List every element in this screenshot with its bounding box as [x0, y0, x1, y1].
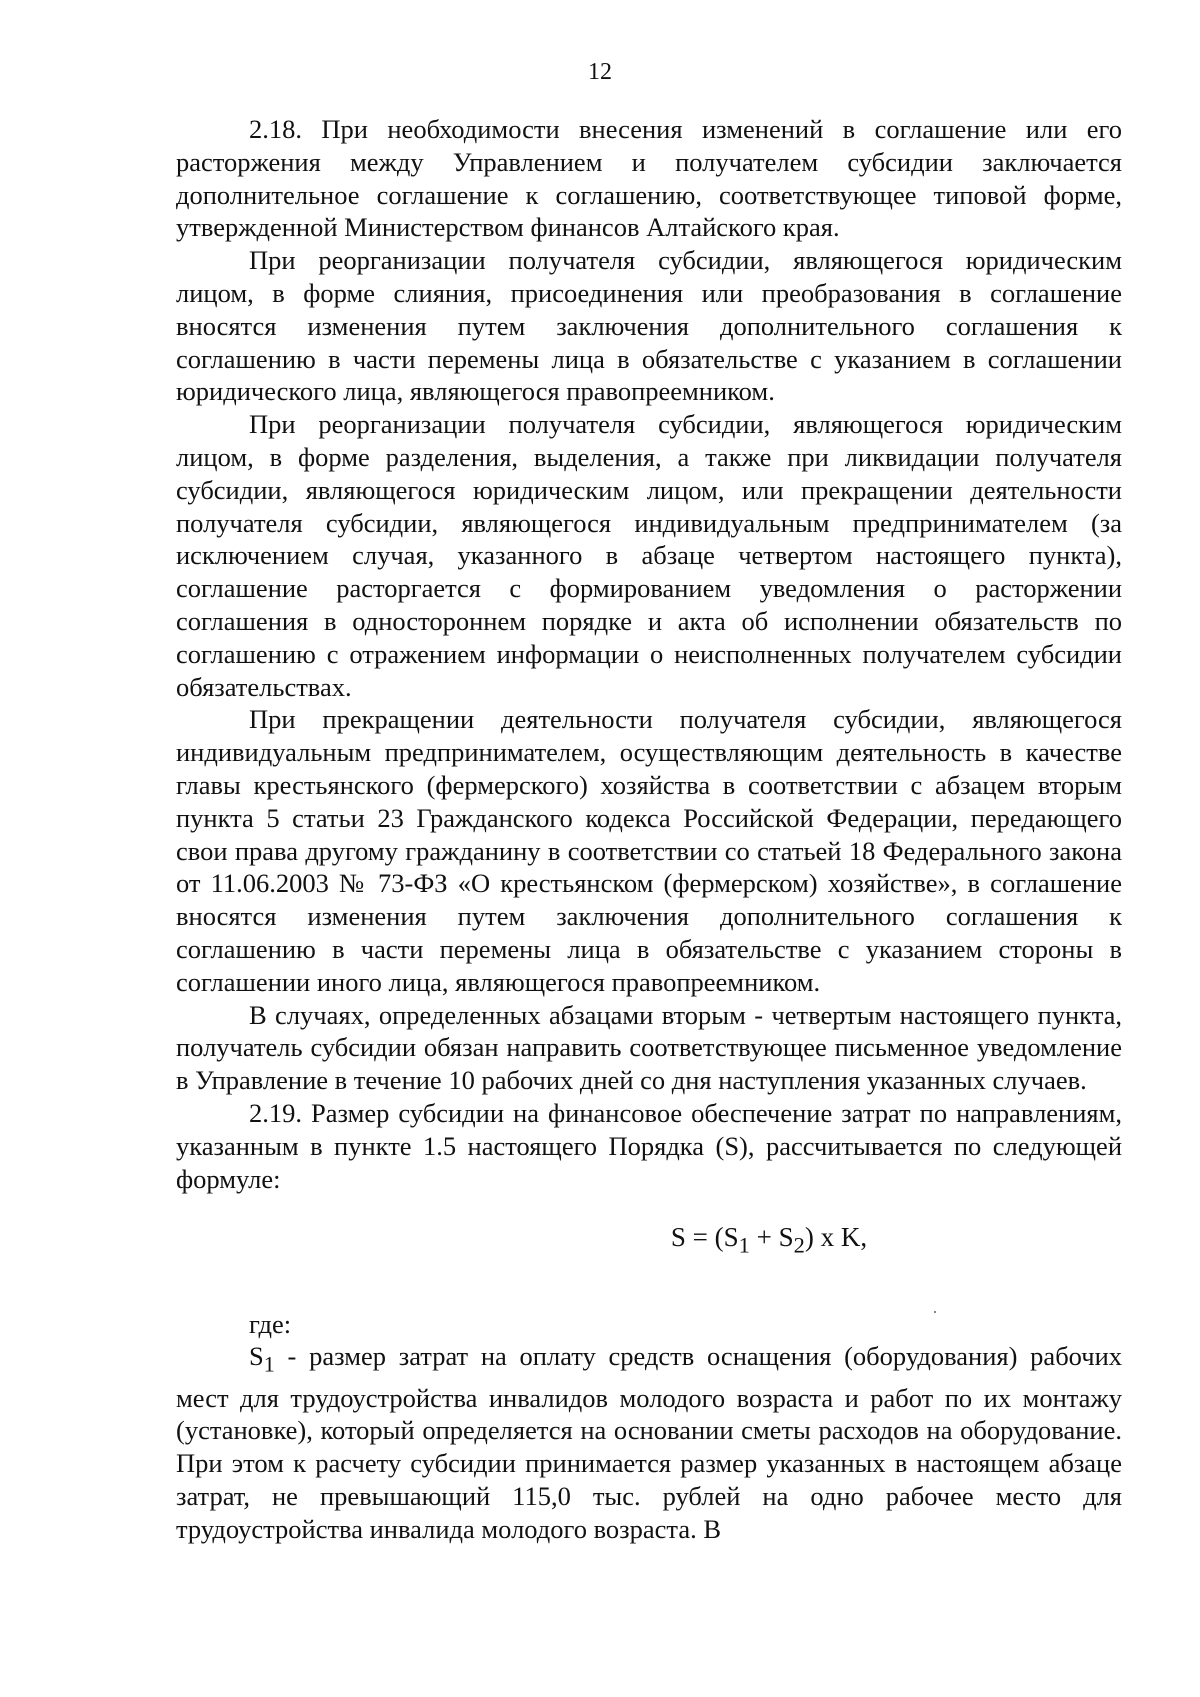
formula-sub-2: 2 — [793, 1232, 805, 1258]
s1-subscript: 1 — [263, 1351, 275, 1377]
formula-rhs: ) x K, — [804, 1222, 868, 1253]
formula-lhs: S = (S — [670, 1222, 739, 1253]
formula-sub-1: 1 — [738, 1232, 750, 1258]
s1-definition — [176, 1340, 1122, 1545]
s1-text: - размер затрат на оплату средств оснащения (оборудования) рабочих мест для трудоустройства инвалидов молодого возраста и работ по их монтажу (установке), который определяется на основании сметы расходов на оборудование. При этом к расчету субсидии принимается размер указанных в настоящем абзаце затрат, не превышающий 115,0 тыс. рублей на одно рабочее место для трудоустройства инвалида молодого возраста. В — [176, 1341, 1122, 1544]
paragraph-farm-termination: При прекращении деятельности получателя субсидии, являющегося индивидуальным предпринимателем, осуществляющим деятельность в качестве главы крестьянского (фермерского) хозяйства в соответствии с абзацем вторым пункта 5 статьи 23 Гражданского кодекса Российской Федерации, передающего свои права другому гражданину в соответствии со статьей 18 Федерального закона от 11.06.2003 № 73-ФЗ «О крестьянском (фермерском) хозяйстве», в соглашение вносятся изменения путем заключения дополнительного соглашения к соглашению в части перемены лица в обязательстве с указанием стороны в соглашении иного лица, являющегося правопреемником. — [176, 704, 1122, 997]
formula-plus: + S — [749, 1222, 794, 1253]
paragraph-2-19: 2.19. Размер субсидии на финансовое обеспечение затрат по направлениям, указанным в пункте 1.5 настоящего Порядка (S), рассчитывается по следующей формуле: — [176, 1097, 1122, 1194]
where-label: где: — [249, 1308, 292, 1339]
document-body — [176, 113, 1122, 1546]
paragraph-2-18: 2.18. При необходимости внесения изменений в соглашение или его расторжения между Управлением и получателем субсидии заключается дополнительное соглашение к соглашению, соответствующее типовой форме, утвержденной Министерством финансов Алтайского края. — [176, 114, 1122, 243]
paragraph-reorganization-merger: При реорганизации получателя субсидии, являющегося юридическим лицом, в форме слияния, присоединения или преобразования в соглашение вносятся изменения путем заключения дополнительного соглашения к соглашению в части перемены лица в обязательстве с указанием в соглашении юридического лица, являющегося правопреемником. — [176, 245, 1122, 407]
subsidy-formula — [176, 1195, 1122, 1307]
paragraph-notification: В случаях, определенных абзацами вторым - четвертым настоящего пункта, получатель субсидии обязан направить соответствующее письменное уведомление в Управление в течение 10 рабочих дней со дня наступления указанных случаев. — [176, 999, 1122, 1096]
scan-speck — [934, 1311, 936, 1313]
paragraph-reorganization-division: При реорганизации получателя субсидии, являющегося юридическим лицом, в форме разделения, выделения, а также при ликвидации получателя субсидии, являющегося юридическим лицом, или прекращении деятельности получателя субсидии, являющегося индивидуальным предпринимателем (за исключением случая, указанного в абзаце четвертом настоящего пункта), соглашение расторгается с формированием уведомления о расторжении соглашения в одностороннем порядке и акта об исполнении обязательств по соглашению с отражением информации о неисполненных получателем субсидии обязательствах. — [176, 409, 1122, 702]
page-number: 12 — [588, 59, 612, 85]
s1-symbol: S — [249, 1341, 264, 1372]
